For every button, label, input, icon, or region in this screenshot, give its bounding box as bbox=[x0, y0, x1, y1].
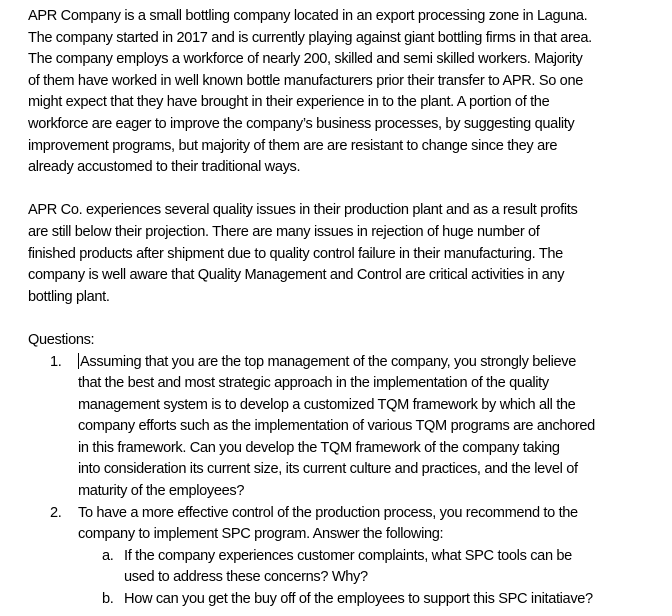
paragraph-line: bottling plant. bbox=[28, 288, 110, 305]
paragraph-line: APR Company is a small bottling company located in an export processing zone in Laguna. bbox=[28, 8, 588, 24]
sub-question-line bbox=[28, 546, 658, 568]
sub-question-b bbox=[28, 589, 658, 611]
sub-question-line: used to address these concerns? Why? bbox=[124, 569, 368, 586]
question-line: maturity of the employees? bbox=[78, 483, 245, 500]
sub-question-letter: a. bbox=[102, 547, 114, 564]
sub-question-letter: b. bbox=[102, 591, 114, 608]
paragraph-quality-issues bbox=[28, 200, 658, 308]
question-text: Assuming that you are the top management of the company, you strongly believe bbox=[80, 353, 577, 370]
question-line bbox=[28, 503, 658, 525]
blank-line bbox=[28, 179, 658, 201]
sub-question-a bbox=[28, 546, 658, 589]
question-line: management system is to develop a customized TQM framework by which all the bbox=[78, 396, 576, 413]
paragraph-line: might expect that they have brought in their experience in to the plant. A portion of the bbox=[28, 94, 550, 111]
question-line: into consideration its current size, its current culture and practices, and the level of bbox=[78, 461, 578, 478]
question-line: company efforts such as the implementation of various TQM programs are anchored bbox=[78, 418, 595, 435]
blank-line bbox=[28, 308, 658, 330]
text-cursor-icon bbox=[78, 353, 79, 369]
paragraph-line: The company started in 2017 and is currently playing against giant bottling firms in that area. bbox=[28, 29, 592, 46]
sub-question-text: If the company experiences customer complaints, what SPC tools can be bbox=[124, 547, 572, 564]
question-number: 1. bbox=[50, 353, 62, 370]
question-line: that the best and most strategic approach in the implementation of the quality bbox=[78, 375, 549, 392]
paragraph-line: The company employs a workforce of nearly 200, skilled and semi skilled workers. Majority bbox=[28, 51, 583, 68]
paragraph-company-background bbox=[28, 6, 658, 179]
paragraph-line: of them have worked in well known bottle manufacturers prior their transfer to APR. So one bbox=[28, 72, 583, 89]
paragraph-line: improvement programs, but majority of them are are resistant to change since they are bbox=[28, 137, 558, 154]
paragraph-line: APR Co. experiences several quality issues in their production plant and as a result profits bbox=[28, 202, 578, 219]
question-1 bbox=[28, 352, 658, 503]
paragraph-line: finished products after shipment due to quality control failure in their manufacturing. The bbox=[28, 245, 563, 262]
questions-heading: Questions: bbox=[28, 331, 95, 348]
question-number: 2. bbox=[50, 504, 62, 521]
sub-question-line bbox=[28, 589, 658, 611]
paragraph-line: workforce are eager to improve the company’s business processes, by suggesting quality bbox=[28, 115, 575, 132]
question-line: company to implement SPC program. Answer the following: bbox=[78, 526, 444, 543]
paragraph-line: already accustomed to their traditional ways. bbox=[28, 159, 301, 176]
question-line: in this framework. Can you develop the TQM framework of the company taking bbox=[78, 439, 560, 456]
question-line bbox=[28, 352, 658, 374]
question-text: To have a more effective control of the production process, you recommend to the bbox=[78, 504, 578, 521]
paragraph-line: company is well aware that Quality Management and Control are critical activities in any bbox=[28, 267, 565, 284]
question-2 bbox=[28, 503, 658, 611]
paragraph-line: are still below their projection. There are many issues in rejection of huge number of bbox=[28, 223, 540, 240]
sub-question-text: How can you get the buy off of the employees to support this SPC initatiave? bbox=[124, 591, 593, 608]
